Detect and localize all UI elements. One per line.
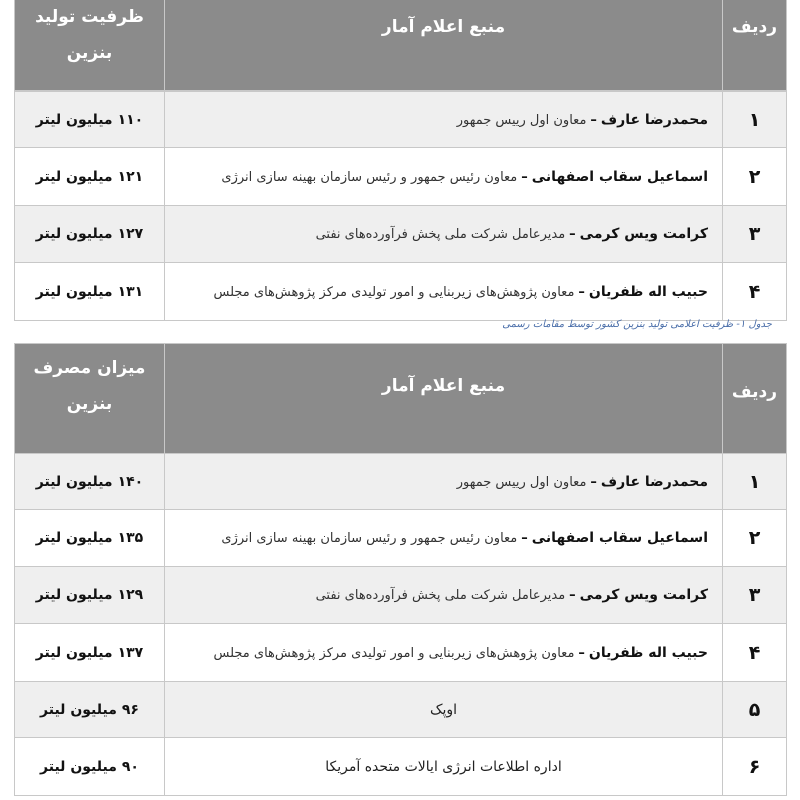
value-number: ۱۳۷ (117, 644, 144, 661)
row-source (165, 567, 723, 624)
value-unit: میلیون لیتر (35, 473, 113, 490)
row-index: ۴ (723, 263, 787, 321)
row-source (165, 148, 723, 206)
row-index: ۲ (723, 510, 787, 567)
row-value (15, 148, 165, 206)
table-row (15, 148, 787, 206)
row-source (165, 92, 723, 148)
table-row (15, 567, 787, 624)
source-name: اداره اطلاعات انرژی ایالات متحده آمریکا (325, 758, 562, 775)
table-row (15, 92, 787, 148)
table-row (15, 738, 787, 796)
source-name: کرامت ویس کرمی (579, 226, 708, 242)
header-value (15, 0, 165, 91)
row-value (15, 682, 165, 738)
header-source: منبع اعلام آمار (165, 344, 723, 454)
source-separator: – (521, 531, 528, 546)
source-role: معاون اول رییس جمهور (456, 474, 587, 490)
value-unit: میلیون لیتر (35, 283, 113, 300)
source-name: کرامت ویس کرمی (579, 587, 708, 603)
source-separator: – (590, 112, 597, 128)
value-number: ۱۲۱ (117, 168, 144, 185)
row-value (15, 738, 165, 796)
row-index: ۳ (723, 567, 787, 624)
value-number: ۱۲۷ (117, 226, 144, 242)
table-caption: جدول ۱- ظرفیت اعلامی تولید بنزین کشور توسط مقامات رسمی (502, 319, 772, 330)
header-value-line1: میزان مصرف (33, 358, 146, 378)
header-value-line2: بنزین (66, 394, 113, 414)
source-name: اسماعیل سقاب اصفهانی (531, 168, 708, 185)
row-value (15, 510, 165, 567)
row-source (165, 206, 723, 263)
row-source (165, 454, 723, 510)
header-value (15, 344, 165, 454)
table-header-row (15, 344, 787, 454)
source-name: محمدرضا عارف (600, 473, 708, 490)
value-number: ۹۰ (121, 758, 139, 775)
table-row (15, 454, 787, 510)
header-source: منبع اعلام آمار (165, 0, 723, 91)
source-separator: – (521, 169, 528, 185)
source-separator: – (578, 284, 585, 300)
value-unit: میلیون لیتر (35, 226, 113, 242)
row-value (15, 624, 165, 682)
source-role: معاون اول رییس جمهور (456, 112, 587, 128)
source-separator: – (578, 645, 585, 661)
value-unit: میلیون لیتر (35, 530, 113, 546)
table-header-row (15, 0, 787, 91)
row-source (165, 624, 723, 682)
value-number: ۱۱۰ (117, 111, 144, 128)
source-separator: – (569, 227, 576, 242)
value-unit: میلیون لیتر (35, 111, 113, 128)
row-source (165, 682, 723, 738)
value-unit: میلیون لیتر (35, 587, 113, 603)
row-index: ۱ (723, 92, 787, 148)
value-number: ۹۶ (121, 701, 139, 718)
table-row (15, 682, 787, 738)
source-name: اسماعیل سقاب اصفهانی (531, 530, 708, 546)
source-role: معاون رئیس جمهور و رئیس سازمان بهینه سازی انرژی (221, 531, 518, 546)
header-value-line2: بنزین (66, 42, 113, 63)
row-value (15, 206, 165, 263)
value-number: ۱۲۹ (117, 587, 144, 603)
row-index: ۲ (723, 148, 787, 206)
row-index: ۴ (723, 624, 787, 682)
row-value (15, 263, 165, 321)
source-role: مدیرعامل شرکت ملی پخش فرآورده‌های نفتی (315, 227, 566, 242)
source-role: معاون رئیس جمهور و رئیس سازمان بهینه سازی انرژی (221, 169, 518, 185)
row-value (15, 454, 165, 510)
row-index: ۳ (723, 206, 787, 263)
value-number: ۱۳۵ (117, 530, 144, 546)
row-value (15, 567, 165, 624)
source-separator: – (569, 588, 576, 603)
production-capacity-table (14, 0, 787, 321)
value-unit: میلیون لیتر (35, 644, 113, 661)
header-index: ردیف (723, 344, 787, 454)
table-row (15, 510, 787, 567)
table-row (15, 624, 787, 682)
row-index: ۵ (723, 682, 787, 738)
header-value-line1: ظرفیت تولید (35, 6, 144, 27)
value-unit: میلیون لیتر (35, 168, 113, 185)
source-role: معاون پژوهش‌های زیربنایی و امور تولیدی مرکز پژوهش‌های مجلس (213, 284, 575, 300)
row-index: ۶ (723, 738, 787, 796)
row-value (15, 92, 165, 148)
source-name: حبیب اله ظفریان (588, 644, 708, 661)
row-index: ۱ (723, 454, 787, 510)
row-source (165, 510, 723, 567)
source-role: معاون پژوهش‌های زیربنایی و امور تولیدی مرکز پژوهش‌های مجلس (213, 645, 575, 661)
header-index: ردیف (723, 0, 787, 91)
value-unit: میلیون لیتر (40, 701, 117, 718)
table-row (15, 263, 787, 321)
source-name: حبیب اله ظفریان (588, 283, 708, 300)
source-name: اوپک (429, 701, 458, 718)
value-number: ۱۳۱ (117, 283, 144, 300)
row-source (165, 738, 723, 796)
value-number: ۱۴۰ (117, 473, 144, 490)
value-unit: میلیون لیتر (40, 758, 117, 775)
source-separator: – (590, 474, 597, 490)
table-row (15, 206, 787, 263)
source-name: محمدرضا عارف (600, 111, 708, 128)
row-source (165, 263, 723, 321)
source-role: مدیرعامل شرکت ملی پخش فرآورده‌های نفتی (315, 588, 566, 603)
consumption-table (14, 343, 787, 796)
